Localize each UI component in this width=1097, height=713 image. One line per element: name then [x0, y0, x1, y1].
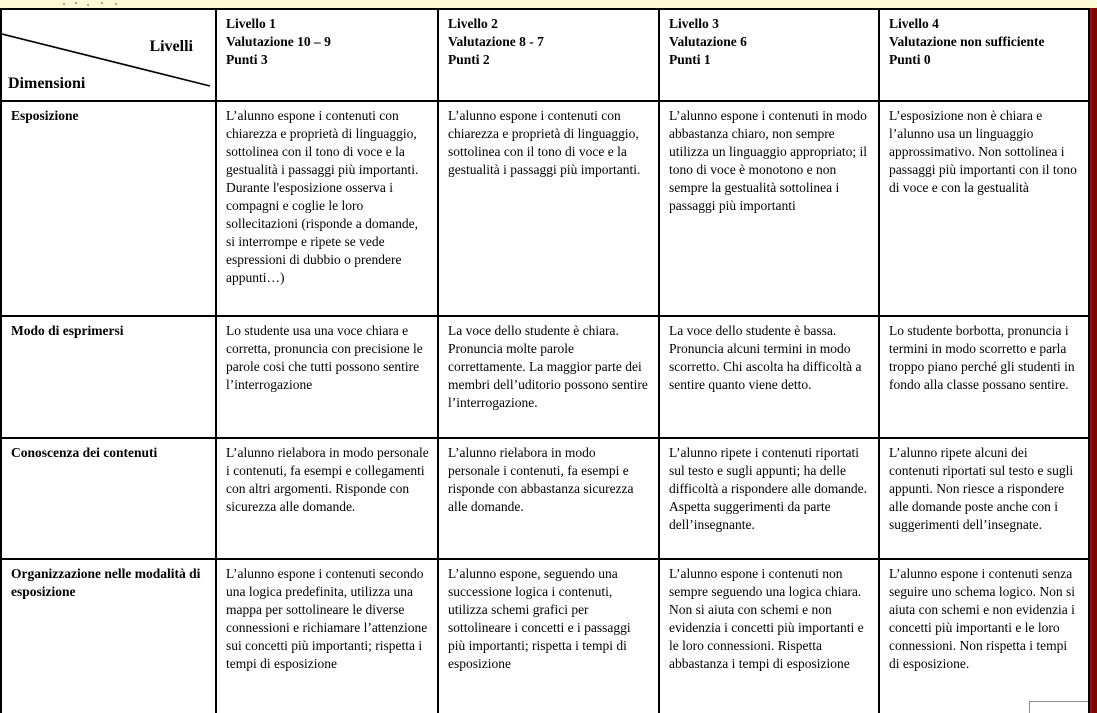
rubric-cell: L’alunno espone i contenuti secondo una logica predefinita, utilizza una mappa per sottolineare le diverse connessioni e richiamare l’attenzione sui concetti più importanti; rispetta i tempi di esposizione [216, 559, 438, 713]
page-top-strip [0, 0, 1097, 8]
rubric-cell: L’alunno espone i contenuti con chiarezza e proprietà di linguaggio, sottolinea con il tono di voce e la gestualità i passaggi più importanti. Durante l'esposizione osserva i compagni e coglie le loro sollecitazioni (risponde a domande, si interrompe e ripete se vede espressioni di dubbio o prendere appunti…) [216, 101, 438, 316]
rubric-cell: Lo studente usa una voce chiara e corretta, pronuncia con precisione le parole cosi che tutti possono sentire l’interrogazione [216, 316, 438, 438]
rubric-cell: L’alunno espone i contenuti con chiarezza e proprietà di linguaggio, sottolinea con il tono di voce e la gestualità i passaggi più importanti. [438, 101, 659, 316]
rubric-cell: La voce dello studente è chiara. Pronuncia molte parole correttamente. La maggior parte dei membri dell’uditorio possono sentire l’interrogazione. [438, 316, 659, 438]
dimension-label-conoscenza-dei-contenuti: Conoscenza dei contenuti [1, 438, 216, 559]
table-row-organizzazione [1, 559, 1089, 713]
evaluation-rubric-table [0, 8, 1090, 713]
rubric-cell: L’alunno espone i contenuti non sempre seguendo una logica chiara. Non si aiuta con schemi e non evidenzia i concetti più importanti e le loro connessioni. Rispetta abbastanza i tempi di esposizione [659, 559, 879, 713]
header-line: Valutazione non sufficiente [889, 33, 1045, 49]
corner-label-livelli: Livelli [149, 38, 193, 55]
header-line: Valutazione 6 [669, 33, 747, 49]
header-row [1, 9, 1089, 101]
column-header-livello-4 [879, 9, 1089, 101]
column-header-livello-3 [659, 9, 879, 101]
rubric-cell: L’alunno espone i contenuti senza seguire uno schema logico. Non si aiuta con schemi e non evidenzia i concetti più importanti e le loro connessioni. Non rispetta i tempi di esposizione. [879, 559, 1089, 713]
rubric-cell: L’alunno espone i contenuti in modo abbastanza chiaro, non sempre utilizza un linguaggio appropriato; il tono di voce è monotono e non sempre la gestualità sottolinea i passaggi più importanti [659, 101, 879, 316]
cropped-red-text-artifact [58, 0, 128, 7]
rubric-cell: Lo studente borbotta, pronuncia i termini in modo scorretto e parla troppo piano perché gli studenti in fondo alla classe possano sentire. [879, 316, 1089, 438]
rubric-cell: L’alunno rielabora in modo personale i contenuti, fa esempi e risponde con abbastanza sicurezza alle domande. [438, 438, 659, 559]
column-header-livello-2 [438, 9, 659, 101]
rubric-cell: L’alunno rielabora in modo personale i contenuti, fa esempi e collegamenti con altri argomenti. Risponde con sicurezza alle domande. [216, 438, 438, 559]
header-line: Punti 1 [669, 51, 711, 67]
table-row-conoscenza-dei-contenuti [1, 438, 1089, 559]
header-line: Valutazione 8 - 7 [448, 33, 544, 49]
header-line: Livello 1 [226, 16, 276, 31]
rubric-cell: L’esposizione non è chiara e l’alunno usa un linguaggio approssimativo. Non sottolinea i passaggi più importanti con il tono di voce e con la gestualità [879, 101, 1089, 316]
table-row-modo-di-esprimersi [1, 316, 1089, 438]
header-line: Punti 0 [889, 51, 931, 67]
header-line: Punti 3 [226, 51, 268, 67]
corner-cell-livelli-dimensioni [1, 9, 216, 101]
dimension-label-esposizione: Esposizione [1, 101, 216, 316]
column-header-livello-1 [216, 9, 438, 101]
cropped-widget-fragment [1029, 701, 1088, 713]
table-row-esposizione [1, 101, 1089, 316]
header-line: Valutazione 10 – 9 [226, 33, 331, 49]
header-line: Livello 3 [669, 16, 719, 31]
header-line: Livello 4 [889, 16, 939, 31]
rubric-cell: L’alunno ripete i contenuti riportati sul testo e sugli appunti; ha delle difficoltà a rispondere alle domande. Aspetta suggerimenti da parte dell’insegnante. [659, 438, 879, 559]
rubric-cell: L’alunno espone, seguendo una successione logica i contenuti, utilizza schemi grafici per sottolineare i concetti e i passaggi più importanti; rispetta i tempi di esposizione [438, 559, 659, 713]
corner-label-dimensioni: Dimensioni [8, 74, 86, 92]
rubric-cell: La voce dello studente è bassa. Pronuncia alcuni termini in modo scorretto. Chi ascolta ha difficoltà a sentire quanto viene detto. [659, 316, 879, 438]
dimension-label-organizzazione: Organizzazione nelle modalità di esposizione [1, 559, 216, 713]
rubric-cell: L’alunno ripete alcuni dei contenuti riportati sul testo e sugli appunti. Non riesce a rispondere alle domande poste anche con i suggerimenti dell’insegnate. [879, 438, 1089, 559]
header-line: Livello 2 [448, 16, 498, 31]
header-line: Punti 2 [448, 51, 490, 67]
dimension-label-modo-di-esprimersi: Modo di esprimersi [1, 316, 216, 438]
